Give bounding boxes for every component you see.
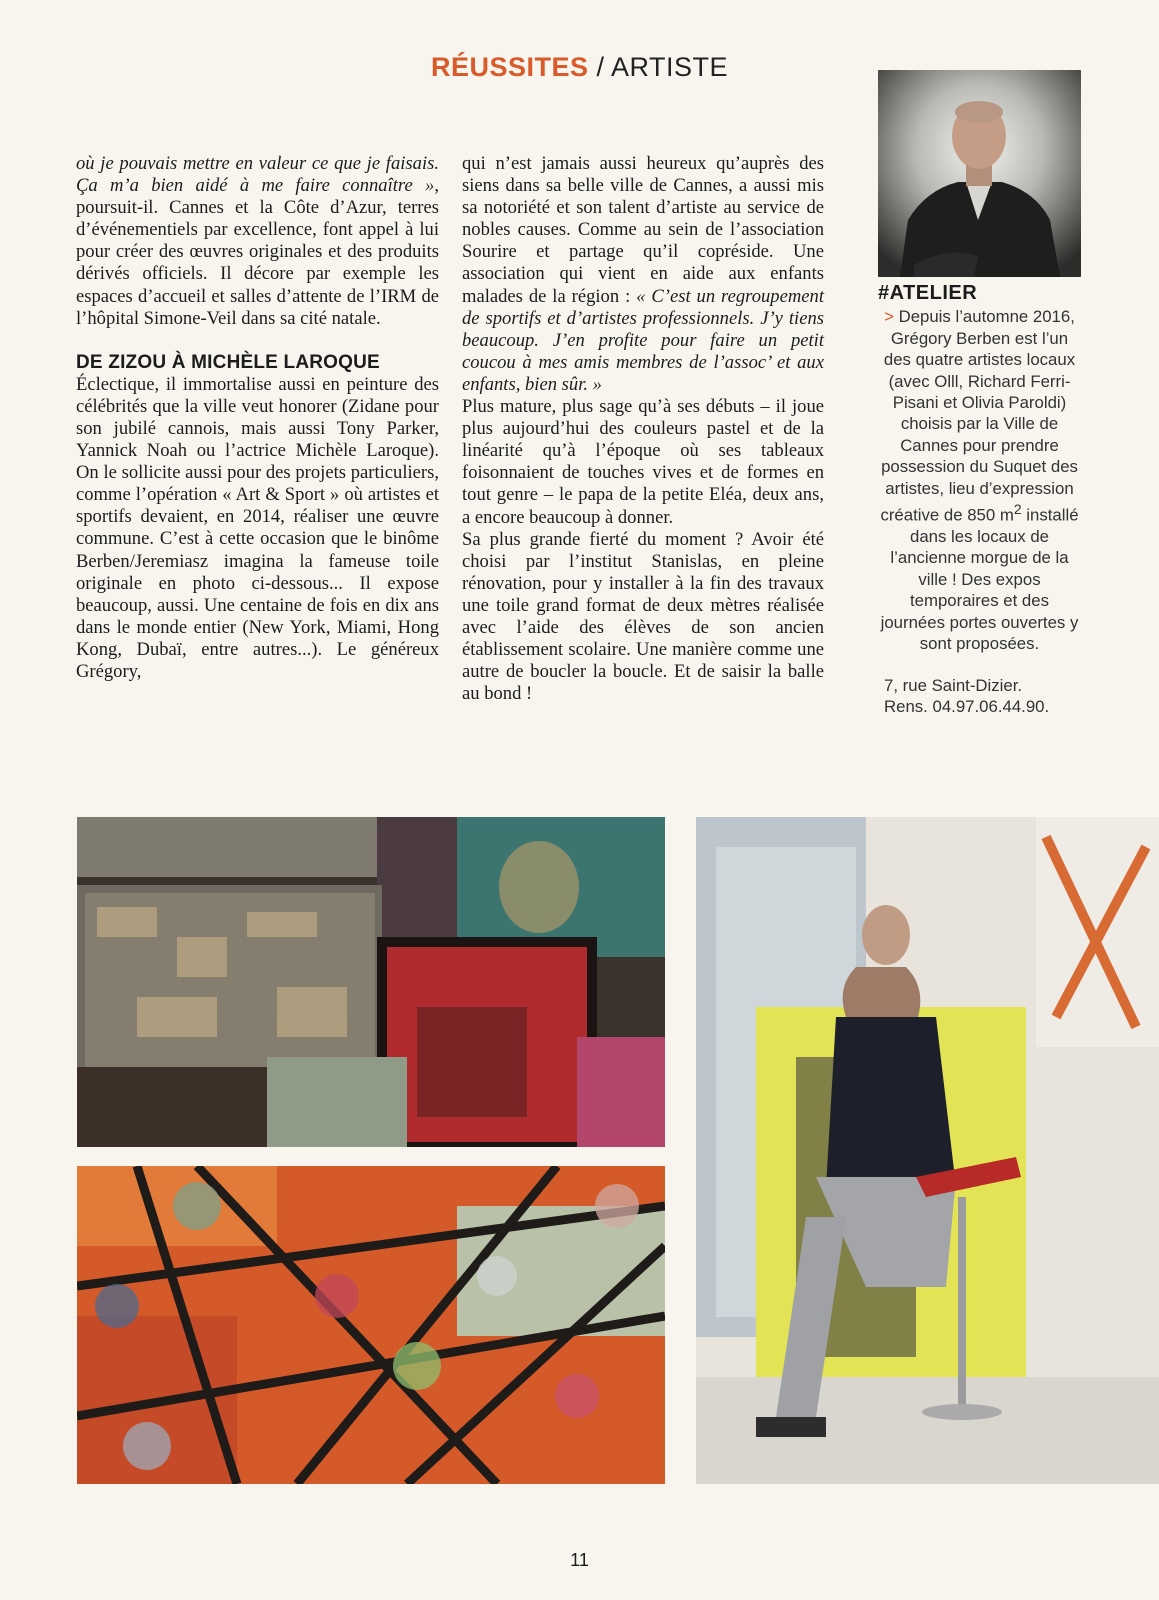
atelier-text — [878, 306, 1081, 654]
atelier-sidebar — [878, 283, 1081, 717]
column1-text: , poursuit-il. Cannes et la Côte d’Azur, terres d’événementiels par excellence, font appel à lui pour créer des œuvres originales et des produits dérivés officiels. Il décore par exemple les espaces d’accueil et salles d’attente de l’IRM de l’hôpital Simone-Veil dans sa cité natale. — [76, 175, 439, 329]
artist-portrait-photo — [878, 70, 1081, 277]
art-and-sport-painting-photo — [77, 1166, 665, 1484]
atelier-contact — [878, 675, 1081, 718]
column2-text: qui n’est jamais aussi heureux qu’auprès des siens dans sa belle ville de Cannes, a aussi mis sa notoriété et son talent d’artiste au service de nobles causes. Comme au sein de l’association Sourire et partage qu’il copréside. Une association qui vient en aide aux enfants malades de la région : — [462, 153, 824, 307]
section-separator: / — [588, 52, 612, 82]
atelier-text-part-2: installé dans les locaux de l’ancienne morgue de la ville ! Des expos temporaires et des journées portes ouvertes y sont proposées. — [880, 505, 1079, 654]
column1-paragraph-1 — [76, 153, 439, 330]
superscript-2: 2 — [1013, 501, 1022, 518]
column1-quote: où je pouvais mettre en valeur ce que je faisais. Ça m’a bien aidé à me faire connaître » — [76, 153, 439, 197]
studio-artworks-photo — [77, 817, 665, 1147]
section-subtitle: ARTISTE — [611, 52, 729, 82]
article-column-1 — [76, 153, 439, 683]
page-number: 11 — [570, 1550, 589, 1570]
column2-quote: « C’est un regroupement de sportifs et d’artistes professionnels. J’y tiens beaucoup. J’en profite pour faire un petit coucou à mes amis membres de l’assoc’ et aux enfants, bien sûr. » — [462, 285, 824, 395]
arrow-icon: > — [884, 307, 894, 327]
atelier-phone: Rens. 04.97.06.44.90. — [884, 696, 1050, 716]
column1-paragraph-2: Éclectique, il immortalise aussi en peinture des célébrités que la ville veut honorer (Zidane pour son jubilé cannois, mais aussi Tony Parker, Yannick Noah ou l’actrice Michèle Laroque). On le sollicite aussi pour des projets particuliers, comme l’opération « Art & Sport » où artistes et sportifs devaient, en 2014, réaliser une œuvre commune. C’est à cette occasion que le binôme Berben/Jeremiasz imagina la fameuse toile originale en photo ci-dessous... Il expose beaucoup, aussi. Une centaine de fois en dix ans dans le monde entier (New York, Miami, Hong Kong, Dubaï, entre autres...). Le généreux Grégory, — [76, 373, 439, 682]
atelier-tag: #ATELIER — [878, 282, 978, 304]
section-title: RÉUSSITES — [430, 52, 589, 82]
atelier-address: 7, rue Saint-Dizier. — [884, 675, 1023, 695]
artist-in-studio-photo — [696, 817, 1159, 1484]
article-subheading: DE ZIZOU À MICHÈLE LAROQUE — [76, 351, 380, 373]
column2-paragraph-1 — [462, 153, 824, 396]
atelier-text-part-1: Depuis l’automne 2016, Grégory Berben est l’un des quatre artistes locaux (avec Olll, Richard Ferri-Pisani et Olivia Paroldi) choisis par la Ville de Cannes pour prendre possession du Suquet des artistes, lieu d’expression créative de 850 m — [880, 307, 1078, 525]
column2-paragraph-3: Sa plus grande fierté du moment ? Avoir été choisi par l’institut Stanislas, en pleine rénovation, pour y installer à la fin des travaux une toile grand format de deux mètres réalisée avec l’aide des élèves de son ancien établissement scolaire. Une manière comme une autre de boucler la boucle. Et de saisir la balle au bond ! — [462, 528, 824, 705]
column2-paragraph-2: Plus mature, plus sage qu’à ses débuts – il joue plus aujourd’hui des couleurs pastel et de la linéarité qu’à l’époque où ses tableaux foisonnaient de touches vives et de formes en tout genre – le papa de la petite Eléa, deux ans, a encore beaucoup à donner. — [462, 396, 824, 528]
article-column-2 — [462, 153, 824, 705]
